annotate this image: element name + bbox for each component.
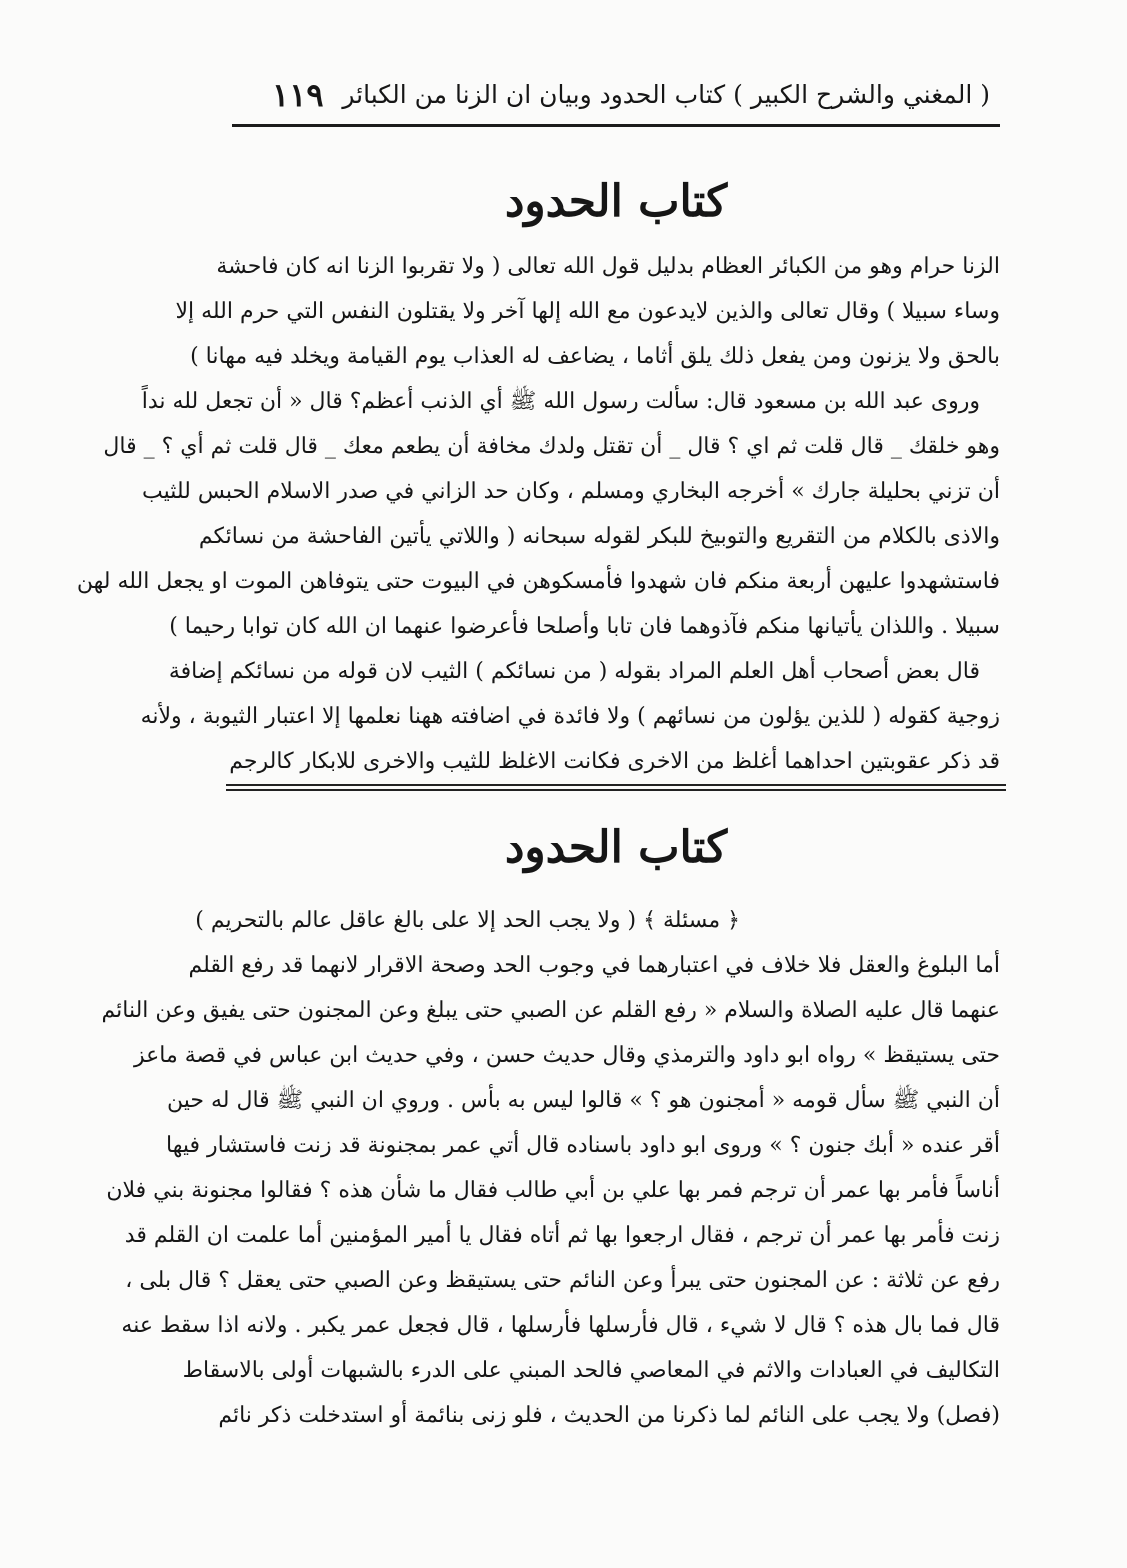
text-line: زوجية كقوله ( للذين يؤلون من نسائهم ) ولا فائدة في اضافته ههنا نعلمها إلا اعتبار الثيوبة ، ولأنه xyxy=(140,704,1000,729)
section-divider xyxy=(226,784,1006,792)
text-line: حتى يستيقظ » رواه ابو داود والترمذي وقال حديث حسن ، وفي حديث ابن عباس في قصة ماعز xyxy=(134,1043,1000,1068)
page-header xyxy=(232,76,1000,122)
text-line: وروى عبد الله بن مسعود قال: سألت رسول الله ﷺ أي الذنب أعظم؟ قال « أن تجعل لله نداً xyxy=(141,389,980,414)
text-line: قد ذكر عقوبتين احداهما أغلظ من الاخرى فكانت الاغلظ للثيب والاخرى للابكار كالرجم xyxy=(229,749,1000,774)
text-line: أن النبي ﷺ سأل قومه « أمجنون هو ؟ » قالوا ليس به بأس . وروي ان النبي ﷺ قال له حين xyxy=(167,1088,1000,1113)
commentary-text xyxy=(76,244,1000,784)
header-rule xyxy=(232,124,1000,127)
text-line: والاذى بالكلام من التقريع والتوبيخ للبكر لقوله سبحانه ( واللاتي يأتين الفاحشة من نسائكم xyxy=(198,524,1000,549)
text-line: رفع عن ثلاثة : عن المجنون حتى يبرأ وعن النائم حتى يستيقظ وعن الصبي حتى يعقل ؟ قال بلى ، xyxy=(125,1268,1000,1293)
text-line: وهو خلقك _ قال قلت ثم اي ؟ قال _ أن تقتل ولدك مخافة أن يطعم معك _ قال قلت ثم أي ؟ _ قال xyxy=(103,434,1000,459)
text-line: زنت فأمر بها عمر أن ترجم ، فقال ارجعوا بها ثم أتاه فقال يا أمير المؤمنين أما علمت ان القلم قد xyxy=(124,1223,1000,1248)
text-line: أقر عنده « أبك جنون ؟ » وروى ابو داود باسناده قال أتي عمر بمجنونة قد زنت فاستشار فيها xyxy=(166,1133,1000,1158)
text-line: (فصل) ولا يجب على النائم لما ذكرنا من الحديث ، فلو زنى بنائمة أو استدخلت ذكر نائم xyxy=(218,1403,1000,1428)
text-line: قال بعض أصحاب أهل العلم المراد بقوله ( من نسائكم ) الثيب لان قوله من نسائكم إضافة xyxy=(168,659,980,684)
main-heading: كتاب الحدود xyxy=(504,822,728,873)
text-line: أن تزني بحليلة جارك » أخرجه البخاري ومسلم ، وكان حد الزاني في صدر الاسلام الحبس للثيب xyxy=(142,479,1000,504)
text-line: عنهما قال عليه الصلاة والسلام « رفع القلم عن الصبي حتى يبلغ وعن المجنون حتى يفيق وعن النائم xyxy=(101,998,1000,1023)
text-line: أما البلوغ والعقل فلا خلاف في اعتبارهما في وجوب الحد وصحة الاقرار لانهما قد رفع القلم xyxy=(188,953,1000,978)
text-line: وساء سبيلا ) وقال تعالى والذين لايدعون مع الله إلها آخر ولا يقتلون النفس التي حرم الله إلا xyxy=(175,299,1000,324)
text-line: بالحق ولا يزنون ومن يفعل ذلك يلق أثاما ، يضاعف له العذاب يوم القيامة ويخلد فيه مهانا ) xyxy=(190,344,1000,369)
running-title: ( المغني والشرح الكبير ) كتاب الحدود وبيان ان الزنا من الكبائر xyxy=(342,80,990,109)
text-line: الزنا حرام وهو من الكبائر العظام بدليل قول الله تعالى ( ولا تقربوا الزنا انه كان فاحشة xyxy=(216,254,1000,279)
text-line: التكاليف في العبادات والاثم في المعاصي فالحد المبني على الدرء بالشبهات أولى بالاسقاط xyxy=(182,1358,1000,1383)
text-line: قال فما بال هذه ؟ قال لا شيء ، قال فأرسلها فأرسلها ، قال فجعل عمر يكبر . ولانه اذا سقط عنه xyxy=(121,1313,1000,1338)
main-text xyxy=(101,898,1000,1438)
text-line: ﴿ مسئلة ﴾ ( ولا يجب الحد إلا على بالغ عاقل عالم بالتحريم ) xyxy=(195,908,740,933)
text-line: سبيلا . واللذان يأتيانها منكم فآذوهما فان تابا وأصلحا فأعرضوا عنهما ان الله كان توابا رحيما ) xyxy=(169,614,1000,639)
page-number: ١١٩ xyxy=(272,76,324,114)
text-line: فاستشهدوا عليهن أربعة منكم فان شهدوا فأمسكوهن في البيوت حتى يتوفاهن الموت او يجعل الله لهن xyxy=(76,569,1000,594)
text-line: أناساً فأمر بها عمر أن ترجم فمر بها علي بن أبي طالب فقال ما شأن هذه ؟ فقالوا مجنونة بني فلان xyxy=(106,1178,1000,1203)
commentary-heading: كتاب الحدود xyxy=(504,176,728,227)
